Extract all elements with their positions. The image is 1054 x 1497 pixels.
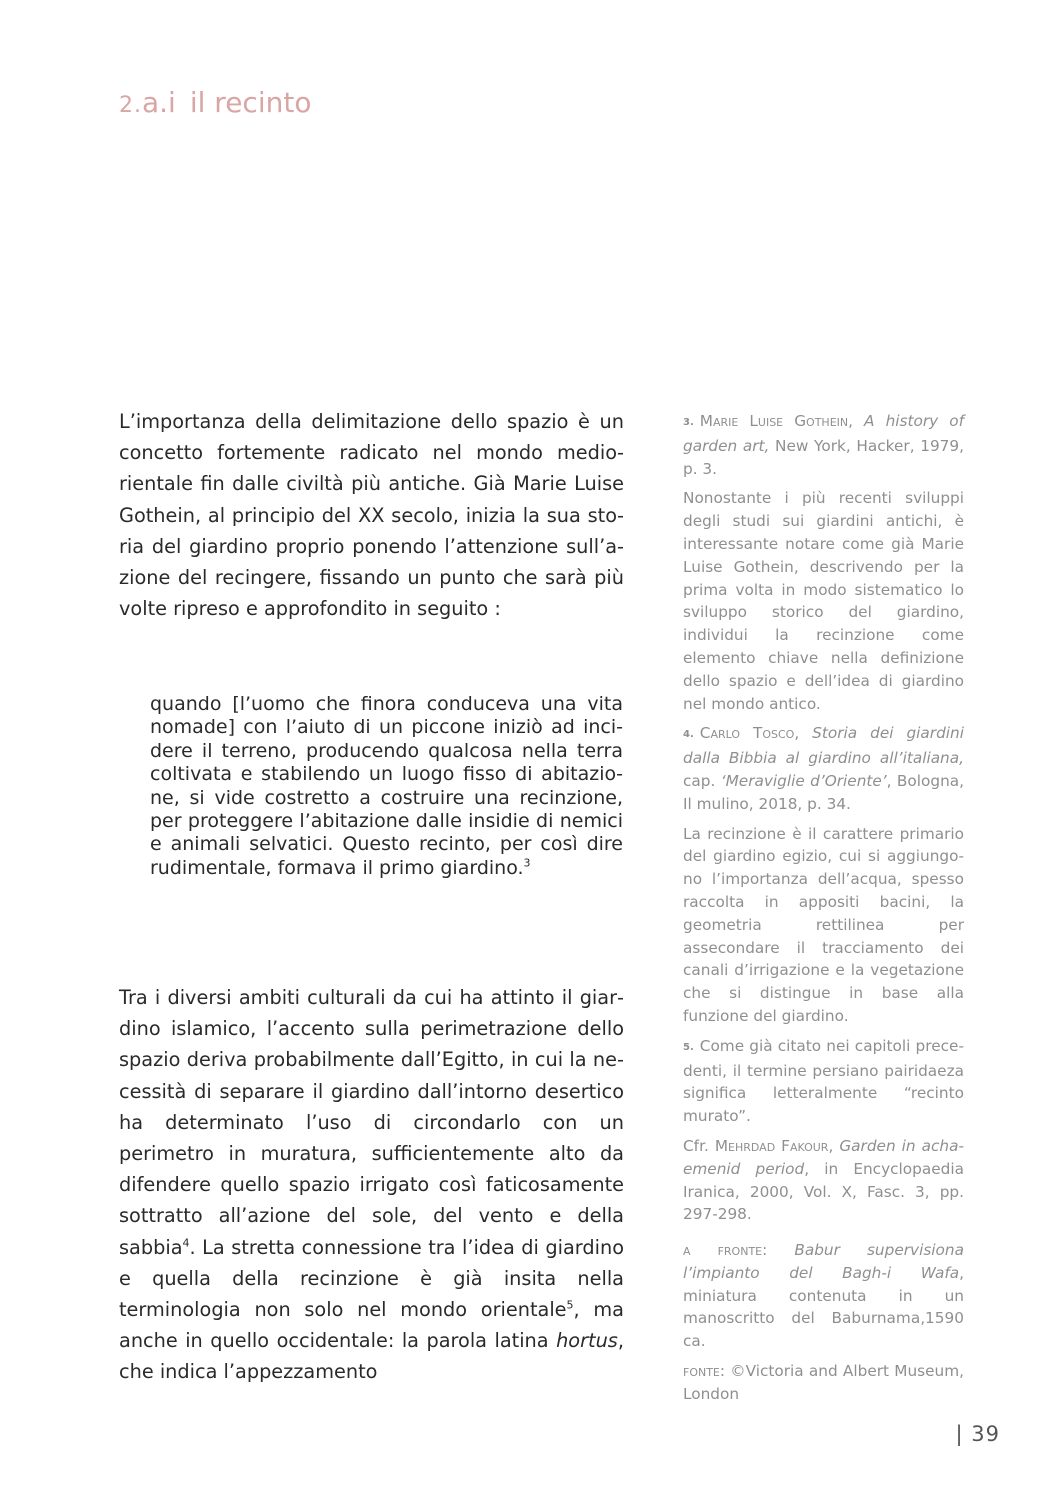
section-title: il recinto (189, 86, 312, 119)
footnote-4-citation: 4. Carlo Tosco, Storia dei giardini dalla Bibbia al giardino all’italiana, cap. ‘Meraviglie d’Oriente’, Bologna, Il mulino, 2018, p. 34. (683, 724, 964, 813)
quote-text: quando [l’uomo che finora conduceva una vita nomade] con l’aiuto di un piccone iniziò ad incidere il terreno, producendo qualcosa nella terra coltivata e stabilendo un luogo fisso di abitazione, si vide costretto a costruire una recinzione, per proteggere l’abitazione dalle insidie di nemici e animali selvatici. Questo recinto, per così dire rudimentale, formava il primo giardino. (150, 693, 623, 879)
body-paragraph-2 (119, 982, 624, 1388)
footnote-title: Garden in achaemenid period (683, 1136, 964, 1178)
footnotes-column (683, 410, 964, 1233)
footnote-author: Carlo Tosco (699, 724, 795, 743)
block-quote (150, 693, 623, 880)
footnote-3-comment: Nonostante i più recenti sviluppi degli studi sui giardini antichi, è interessante notare come già Marie Luise Gothein, descrivendo per la prima volta in modo sistematico lo sviluppo storico del giardino, individui la recinzione come elemento chiave nella definizione dello spazio e dell’idea di giardino nel mondo antico. (683, 489, 964, 713)
paragraph-text: Tra i diversi ambiti culturali da cui ha attinto il giardino islamico, l’accento sulla perimetrazione dello spazio deriva probabilmente dall’Egitto, in cui la necessità di separare il giardino dall’intorno desertico ha determinato l’uso di circondarlo con un perimetro in muratura, sufficientemente alto da difendere quello spazio irrigato così faticosamente sottratto all’azione del sole, del vento e della sabbia (119, 986, 624, 1259)
page-number: | 39 (955, 1422, 1000, 1446)
caption-source: fonte: ©Victoria and Albert Museum, London (683, 1361, 964, 1403)
caption-text: a fronte: Babur supervisiona l’impianto del Bagh-i Wafa, miniatura contenuta in un manoscritto del Baburnama,1590 ca. (683, 1241, 964, 1351)
paragraph-text: L’importanza della delimitazione dello spazio è un concetto fortemente radicato nel mondo mediorientale fin dalle civiltà più antiche. Già Marie Luise Gothein, al principio del XX secolo, inizia la sua storia del giardino proprio ponendo l’attenzione sull’azione del recingere, fissando un punto che sarà più volte ripreso e approfondito in seguito : (119, 410, 624, 621)
caption-title: Babur supervisiona l’impianto del Bagh-i Wafa (683, 1241, 964, 1282)
source-label: fonte: (683, 1361, 726, 1380)
footnote-ref-3[interactable]: 3 (523, 856, 531, 870)
body-paragraph-1 (119, 406, 624, 624)
footnote-author: Marie Luise Gothein (699, 412, 849, 430)
footnote-4-comment: La recinzione è il carattere primario del giardino egizio, cui si aggiungono l’importanza dell’acqua, spesso raccolta in appositi bacini, la geometria rettilinea per assecondare il tracciamento dei canali d’irrigazione e la vegetazione che si distingue in base alla funzione del giardino. (683, 824, 964, 1025)
footnote-chapter: ‘Meraviglie d’Oriente’ (720, 771, 887, 790)
footnote-5-text: 5. Come già citato nei capitoli precedenti, il termine persiano pairidaeza significa letteralmente “recinto murato”. (683, 1036, 964, 1126)
footnote-title: Storia dei giardini dalla Bibbia al giardino all’italiana, (683, 724, 964, 768)
section-subnumber: a.i (142, 86, 176, 119)
footnote-ref-5[interactable]: 5 (566, 1298, 574, 1312)
paragraph-text: , ma anche in quello occidentale: la parola latina (119, 1298, 624, 1353)
italic-term: hortus (556, 1329, 618, 1353)
footnote-ref-4[interactable]: 4 (182, 1236, 190, 1250)
footnote-3-citation: 3. Marie Luise Gothein, A history of garden art, New York, Hacker, 1979, p. 3. (683, 412, 964, 478)
footnote-number: 5. (683, 1041, 694, 1053)
section-number: 2. (119, 93, 142, 118)
footnote-number: 3. (683, 417, 694, 428)
paragraph-text: , che indica l’appezzamento (119, 1329, 624, 1384)
footnote-5-citation: Cfr. Mehrdad Fakour, Garden in achaemenid period, in Encyclopaedia Iranica, 2000, Vol. X, Fasc. 3, pp. 297-298. (683, 1136, 964, 1224)
section-heading (119, 86, 311, 119)
footnote-title: A history of garden art, (683, 412, 964, 455)
caption-label: a fronte: (683, 1241, 768, 1259)
paragraph-text: . La stretta connessione tra l’idea di giardino e quella della recinzione è già insita nella terminologia non solo nel mondo orientale (119, 1235, 624, 1322)
figure-caption (683, 1239, 964, 1413)
footnote-number: 4. (683, 729, 694, 741)
footnote-author: Mehrdad Fakour (714, 1136, 829, 1155)
